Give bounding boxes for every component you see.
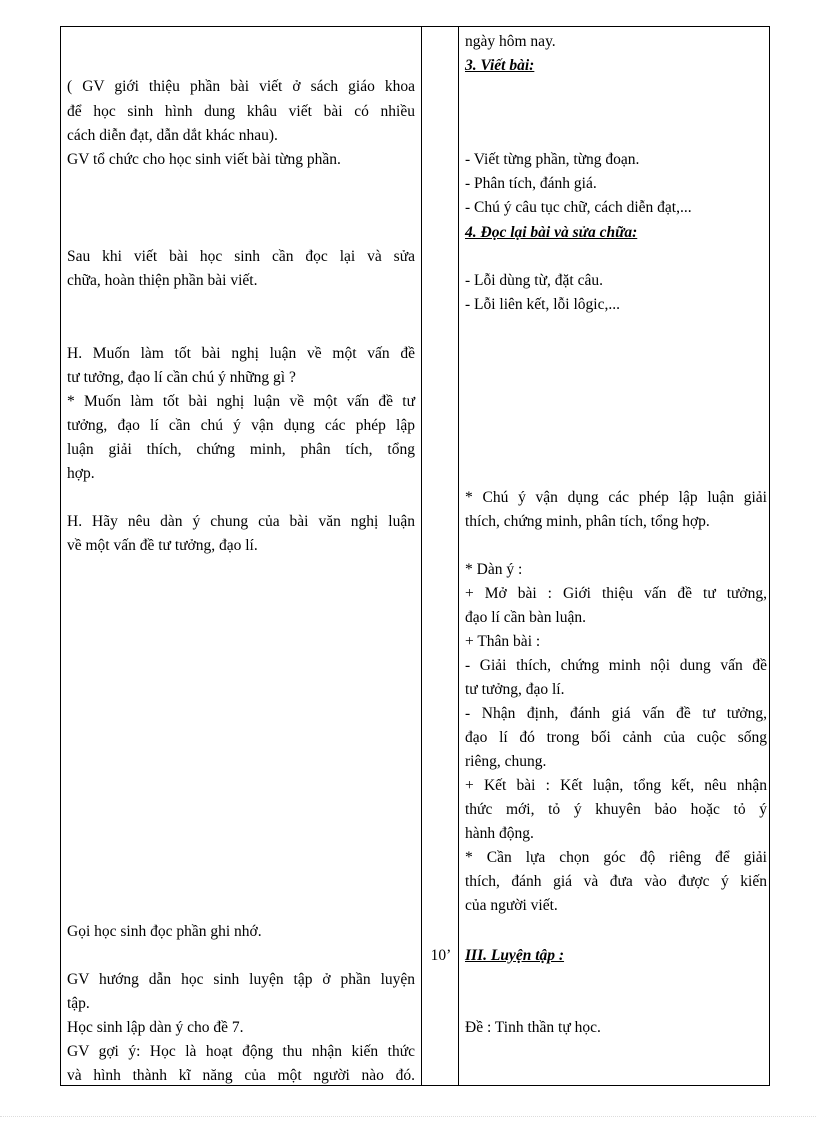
right-note-line-1: * Chú ý vận dụng các phép lập luận giải [465,489,767,506]
left-intro-line-2: để học sinh hình dung khâu viết bài có nhiều [67,103,415,120]
right-closing-line-1: + Kết bài : Kết luận, tổng kết, nêu nhận [465,777,767,794]
right-write-item-2: - Phân tích, đánh giá. [465,175,597,192]
right-perspective-line-2: thích, đánh giá và đưa vào được ý kiến [465,873,767,890]
left-practice-line-2: tập. [67,995,90,1012]
right-body-item-1-line-1: - Giải thích, chứng minh nội dung vấn đề [465,657,767,674]
left-question-1-line-2: tư tưởng, đạo lí cần chú ý những gì ? [67,369,296,386]
right-body-item-2-line-2: đạo lí đó trong bối cảnh của cuộc sống [465,729,767,746]
page-bottom-border [0,1116,816,1117]
column-divider-left [421,27,422,1085]
column-divider-right [458,27,459,1085]
lesson-table [60,26,770,1086]
left-hint-line-1: GV gợi ý: Học là hoạt động thu nhận kiến thức [67,1043,415,1060]
left-memo-text: Gọi học sinh đọc phần ghi nhớ. [67,923,262,940]
right-note-line-2: thích, chứng minh, phân tích, tổng hợp. [465,513,710,530]
left-answer-1-line-3: luận giải thích, chứng minh, phân tích, tổng [67,441,415,458]
left-revise-line-1: Sau khi viết bài học sinh cần đọc lại và sửa [67,248,415,265]
left-intro-line-1: ( GV giới thiệu phần bài viết ở sách giáo khoa [67,78,415,95]
left-revise-line-2: chữa, hoàn thiện phần bài viết. [67,272,258,289]
left-answer-1-line-4: hợp. [67,465,95,482]
right-topic-text: Đề : Tinh thần tự học. [465,1019,601,1036]
right-body-heading: + Thân bài : [465,633,541,650]
left-question-2-line-1: H. Hãy nêu dàn ý chung của bài văn nghị luận [67,513,415,530]
heading-practice: III. Luyện tập : [465,947,565,964]
right-write-item-3: - Chú ý câu tục chữ, cách diễn đạt,... [465,199,692,216]
practice-time: 10’ [430,947,452,964]
heading-revise: 4. Đọc lại bài và sửa chữa: [465,224,638,241]
right-body-item-1-line-2: tư tưởng, đạo lí. [465,681,565,698]
right-write-item-1: - Viết từng phần, từng đoạn. [465,151,640,168]
left-answer-1-line-2: tưởng, đạo lí cần chú ý vận dụng các phép lập [67,417,415,434]
right-opening-line-2: đạo lí cần bàn luận. [465,609,586,626]
right-today-text: ngày hôm nay. [465,33,556,50]
left-hint-line-2: và hình thành kĩ năng của một người nào đó. [67,1067,415,1084]
left-question-1-line-1: H. Muốn làm tốt bài nghị luận về một vấn đề [67,345,415,362]
left-outline-text: Học sinh lập dàn ý cho đề 7. [67,1019,244,1036]
right-outline-heading: * Dàn ý : [465,561,523,578]
right-body-item-2-line-3: riêng, chung. [465,753,547,770]
left-answer-1-line-1: * Muốn làm tốt bài nghị luận về một vấn đề tư [67,393,415,410]
right-revise-item-1: - Lỗi dùng từ, đặt câu. [465,272,603,289]
right-closing-line-3: hành động. [465,825,534,842]
right-closing-line-2: thức mới, tỏ ý khuyên bảo hoặc tỏ ý [465,801,767,818]
left-intro-line-3: cách diễn đạt, dẫn dắt khác nhau). [67,127,278,144]
right-perspective-line-3: của người viết. [465,897,558,914]
right-body-item-2-line-1: - Nhận định, đánh giá vấn đề tư tưởng, [465,705,767,722]
right-perspective-line-1: * Cần lựa chọn góc độ riêng để giải [465,849,767,866]
left-practice-line-1: GV hướng dẫn học sinh luyện tập ở phần luyện [67,971,415,988]
left-question-2-line-2: về một vấn đề tư tưởng, đạo lí. [67,537,258,554]
left-organize-text: GV tổ chức cho học sinh viết bài từng phần. [67,151,341,168]
right-opening-line-1: + Mở bài : Giới thiệu vấn đề tư tưởng, [465,585,767,602]
heading-write: 3. Viết bài: [465,57,535,74]
right-revise-item-2: - Lỗi liên kết, lỗi lôgic,... [465,296,620,313]
